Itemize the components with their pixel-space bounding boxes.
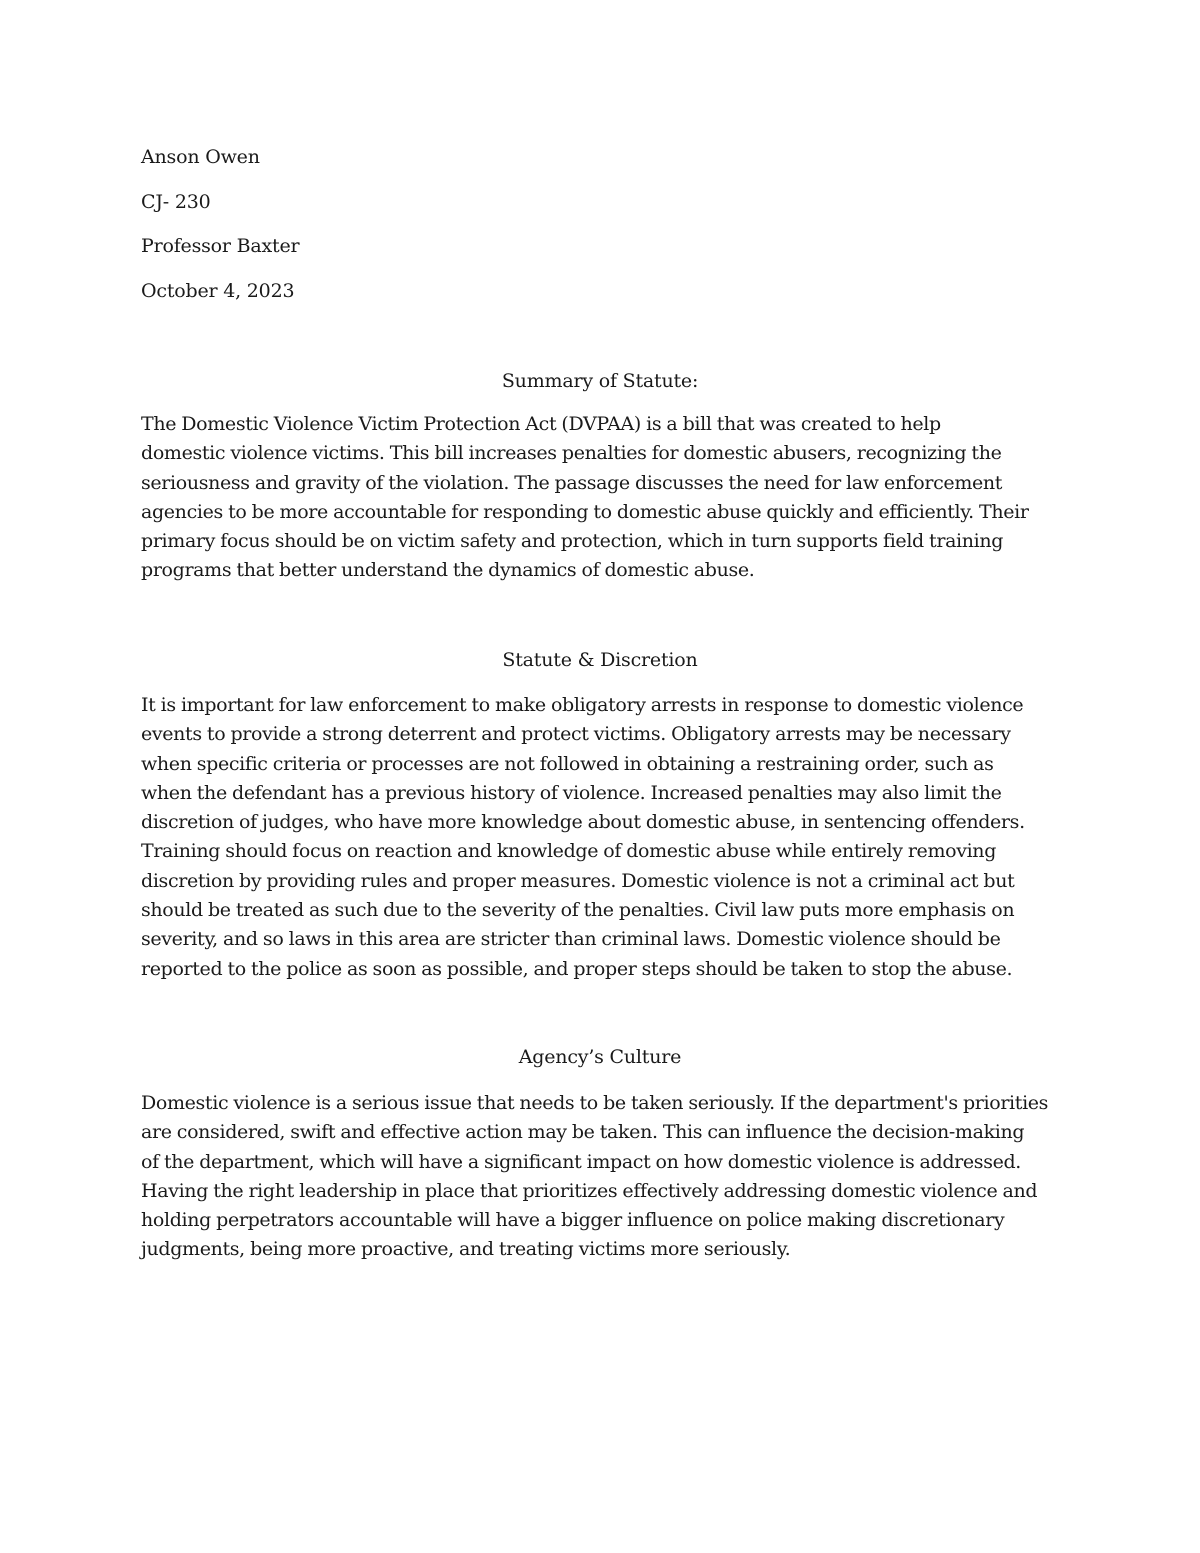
text-line: Having the right leadership in place that prioritizes effectively addressing domestic violence and [141,1179,1038,1202]
text-line: discretion by providing rules and proper measures. Domestic violence is not a criminal act but [141,869,1015,892]
text-line: programs that better understand the dynamics of domestic abuse. [141,559,755,582]
author-name: Anson Owen [141,146,260,168]
section-body-summary [141,410,1071,586]
section-heading-culture: Agency’s Culture [518,1046,682,1068]
text-line: should be treated as such due to the severity of the penalties. Civil law puts more emphasis on [141,899,1015,922]
section-body-culture [141,1089,1071,1265]
text-line: when specific criteria or processes are not followed in obtaining a restraining order, such as [141,752,994,775]
text-line: holding perpetrators accountable will have a bigger influence on police making discretionary [141,1209,1005,1232]
text-line: of the department, which will have a significant impact on how domestic violence is addressed. [141,1150,1021,1173]
text-line: Training should focus on reaction and knowledge of domestic abuse while entirely removing [141,840,997,863]
text-line: are considered, swift and effective action may be taken. This can influence the decision-making [141,1121,1025,1144]
author-header [141,143,841,321]
text-line: events to provide a strong deterrent and protect victims. Obligatory arrests may be necessary [141,723,1011,746]
section-heading-summary: Summary of Statute: [501,370,699,392]
text-line: It is important for law enforcement to make obligatory arrests in response to domestic violence [141,694,1024,716]
text-line: primary focus should be on victim safety and protection, which in turn supports field training [141,530,1004,553]
text-line: severity, and so laws in this area are stricter than criminal laws. Domestic violence should be [141,928,1001,951]
course-code: CJ- 230 [141,190,211,213]
text-line: Domestic violence is a serious issue that needs to be taken seriously. If the department's priorities [141,1092,1049,1114]
text-line: The Domestic Violence Victim Protection Act (DVPAA) is a bill that was created to help [141,413,941,435]
text-line: judgments, being more proactive, and treating victims more seriously. [141,1238,791,1261]
text-line: discretion of judges, who have more knowledge about domestic abuse, in sentencing offenders. [141,811,1025,834]
section-body-discretion [141,691,1071,984]
submission-date: October 4, 2023 [141,279,295,302]
text-line: seriousness and gravity of the violation. The passage discusses the need for law enforcement [141,471,1003,494]
text-line: when the defendant has a previous history of violence. Increased penalties may also limit the [141,781,1002,804]
section-heading-discretion: Statute & Discretion [502,649,698,671]
professor-name: Professor Baxter [141,235,300,257]
text-line: agencies to be more accountable for responding to domestic abuse quickly and efficiently. Their [141,500,1029,523]
text-line: domestic violence victims. This bill increases penalties for domestic abusers, recognizing the [141,442,1002,465]
text-line: reported to the police as soon as possible, and proper steps should be taken to stop the abuse. [141,957,1013,980]
